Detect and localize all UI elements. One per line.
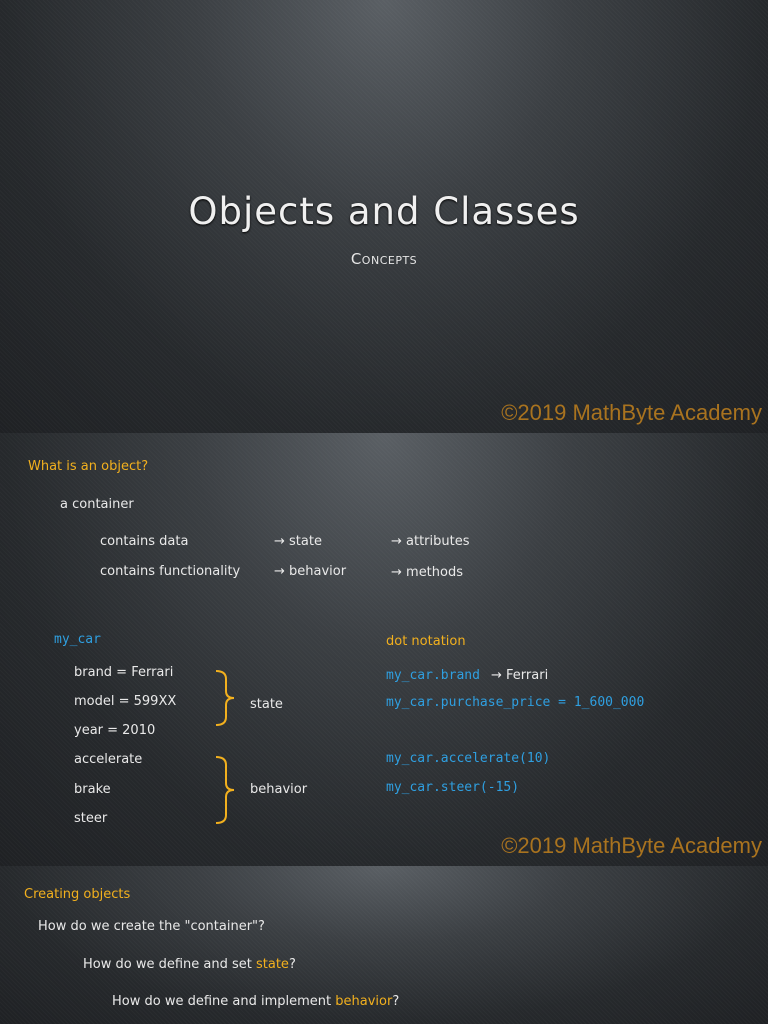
dot-brand-line <box>386 664 548 683</box>
object-concept-slide <box>0 433 768 866</box>
title-slide <box>0 0 768 433</box>
dot-notation-heading: dot notation <box>386 634 466 649</box>
question-state-text: How do we define and set <box>83 957 256 972</box>
behavior-brace-icon <box>212 755 242 825</box>
question-state <box>83 957 296 972</box>
watermark: ©2019 MathByte Academy <box>501 833 762 858</box>
state-item: model = 599XX <box>74 694 177 709</box>
state-brace-icon <box>212 669 242 727</box>
question-state-highlight: state <box>256 957 289 972</box>
behavior-label: behavior <box>250 782 308 797</box>
state-label: state <box>250 697 283 712</box>
dot-price-code: my_car.purchase_price = 1_600_000 <box>386 695 645 710</box>
row-func-left: contains functionality <box>100 564 241 579</box>
question-state-end: ? <box>288 957 296 972</box>
slide-heading: What is an object? <box>28 459 149 474</box>
behavior-item: accelerate <box>74 752 143 767</box>
state-item: brand = Ferrari <box>74 665 174 680</box>
slide-heading: Creating objects <box>24 887 131 902</box>
object-name: my_car <box>54 632 101 647</box>
watermark: ©2019 MathByte Academy <box>501 400 762 425</box>
slide-title: Objects and Classes <box>188 190 580 233</box>
row-data-right: → attributes <box>391 534 470 549</box>
dot-brand-result: → Ferrari <box>491 668 549 683</box>
row-data-left: contains data <box>100 534 189 549</box>
creating-objects-slide <box>0 866 768 1024</box>
question-behavior-end: ? <box>392 994 400 1009</box>
dot-brand-code: my_car.brand <box>386 668 480 683</box>
dot-steer-code: my_car.steer(-15) <box>386 780 520 795</box>
state-item: year = 2010 <box>74 723 156 738</box>
behavior-item: steer <box>74 811 108 826</box>
row-func-right: → methods <box>391 565 464 580</box>
row-func-mid: → behavior <box>274 564 347 579</box>
question-container: How do we create the "container"? <box>38 919 265 934</box>
slide-subtitle: Concepts <box>350 250 418 268</box>
dot-accelerate-code: my_car.accelerate(10) <box>386 751 551 766</box>
question-behavior-highlight: behavior <box>335 994 393 1009</box>
question-behavior-text: How do we define and implement <box>112 994 336 1009</box>
question-behavior <box>112 994 399 1009</box>
behavior-item: brake <box>74 782 111 797</box>
container-text: a container <box>60 497 134 512</box>
row-data-mid: → state <box>274 534 322 549</box>
